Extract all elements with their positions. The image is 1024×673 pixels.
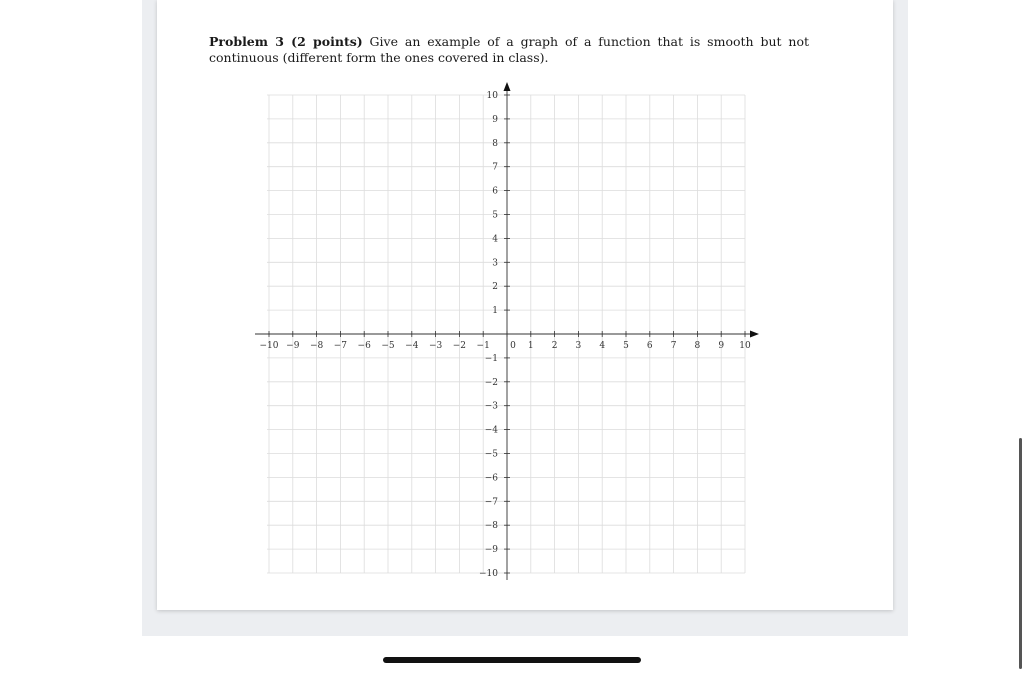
y-tick-label: −7 [484, 497, 498, 508]
x-tick-label: 2 [551, 341, 558, 351]
y-tick-label: −4 [484, 425, 498, 436]
y-tick-label: 9 [492, 114, 498, 125]
y-tick-label: −2 [484, 377, 498, 388]
y-tick-label: −6 [484, 473, 498, 484]
x-axis-arrow [750, 331, 759, 338]
x-tick-label: 4 [599, 341, 606, 351]
x-tick-label: −2 [452, 341, 467, 351]
scrollbar[interactable] [1019, 438, 1022, 669]
y-tick-label: 10 [486, 91, 498, 101]
y-tick-label: −5 [484, 449, 498, 460]
x-tick-label: −1 [476, 341, 490, 351]
y-tick-label: 8 [492, 138, 498, 149]
x-tick-label: 9 [718, 341, 725, 351]
y-tick-label: 7 [492, 162, 498, 173]
x-tick-label: −9 [286, 341, 300, 351]
y-tick-label: 4 [492, 234, 498, 245]
y-tick-label: 1 [492, 306, 498, 317]
x-tick-label: −4 [405, 341, 419, 351]
x-tick-label: −5 [381, 341, 395, 351]
x-tick-label: −3 [428, 341, 443, 351]
x-tick-label: 0 [510, 341, 516, 351]
y-axis-arrow [504, 82, 511, 91]
y-tick-label: −3 [484, 401, 498, 412]
x-tick-label: −6 [357, 341, 371, 351]
y-tick-label: −8 [484, 521, 498, 532]
x-tick-label: 6 [646, 341, 653, 351]
x-tick-label: 10 [739, 341, 751, 351]
home-indicator[interactable] [383, 657, 641, 663]
y-tick-label: −10 [479, 569, 498, 579]
y-tick-label: 6 [492, 186, 498, 197]
x-tick-label: 1 [527, 341, 534, 351]
x-tick-label: −8 [309, 341, 324, 351]
x-tick-label: 8 [694, 341, 701, 351]
y-tick-label: 2 [492, 282, 498, 293]
x-tick-label: −7 [333, 341, 348, 351]
x-tick-label: 5 [623, 341, 629, 351]
y-tick-label: 5 [492, 210, 498, 221]
x-tick-label: 7 [670, 341, 677, 351]
x-tick-label: 3 [575, 341, 582, 351]
problem-title: Problem 3 (2 points) [209, 34, 363, 49]
problem-text: Give an example of a graph of a function that is smooth but not continuous (different form the ones covered in class). [209, 34, 809, 65]
y-tick-label: 3 [492, 258, 498, 269]
y-tick-label: −1 [484, 353, 498, 364]
y-tick-label: −9 [484, 545, 498, 556]
x-tick-label: −10 [259, 341, 279, 351]
